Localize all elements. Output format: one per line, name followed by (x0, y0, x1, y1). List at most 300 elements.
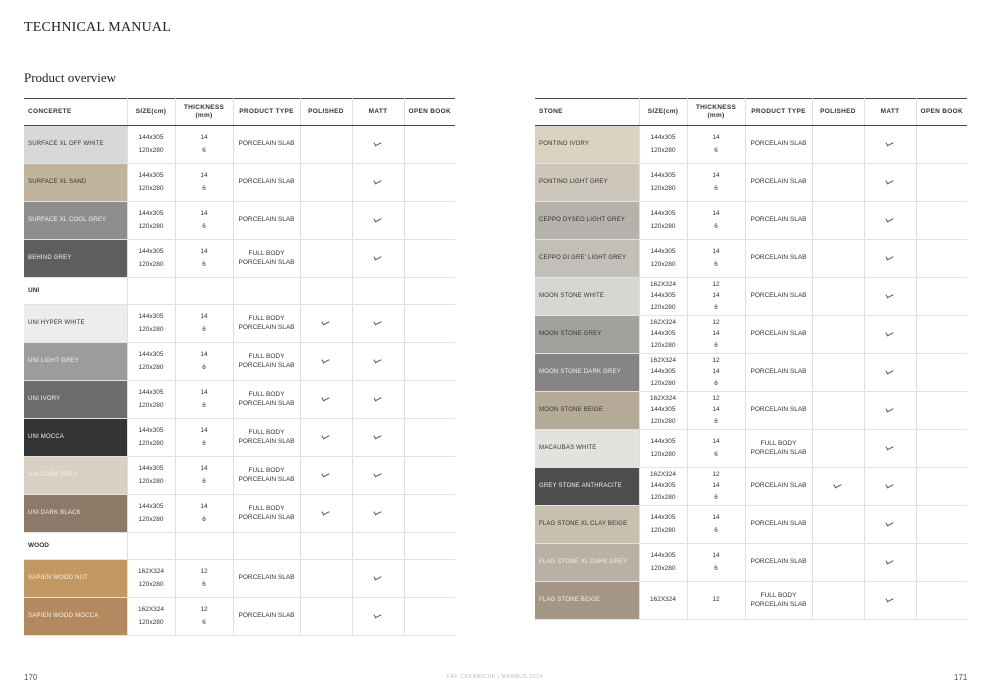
thickness-cell (175, 495, 233, 533)
thickness-cell-stack (176, 389, 233, 409)
thickness-cell-value: 6 (202, 401, 206, 409)
open-book-cell (916, 544, 967, 582)
product-type-stack (746, 178, 812, 186)
size-cell (639, 468, 687, 506)
product-type-value: PORCELAIN SLAB (238, 513, 295, 521)
size-cell (127, 126, 175, 164)
section-empty-cell (300, 533, 352, 560)
thickness-cell-value: 6 (202, 515, 206, 523)
size-cell-value: 162X324 (137, 568, 165, 576)
size-cell-value: 144x305 (650, 330, 676, 338)
material-name: SURFACE XL COOL GREY (28, 216, 107, 223)
size-cell-stack (128, 172, 175, 192)
polished-cell (300, 560, 352, 598)
open-book-cell (404, 202, 455, 240)
product-type-value: PORCELAIN SLAB (238, 612, 295, 620)
check-icon (886, 444, 894, 449)
thickness-cell-stack (176, 427, 233, 447)
material-name: BEHIND GREY (28, 254, 72, 261)
table-row[interactable] (24, 202, 455, 240)
size-cell-value: 144x305 (650, 552, 676, 560)
size-cell-value: 144x305 (650, 438, 676, 446)
table-row[interactable] (24, 343, 455, 381)
thickness-cell-value: 14 (712, 514, 720, 522)
open-book-cell (916, 430, 967, 468)
matt-cell (864, 354, 916, 392)
thickness-cell-stack (688, 319, 745, 349)
table-row[interactable] (535, 544, 967, 582)
matt-cell (352, 381, 404, 419)
size-cell-stack (640, 596, 687, 604)
product-type-stack (234, 391, 300, 407)
check-icon (886, 406, 894, 411)
product-type-value: FULL BODY (760, 440, 797, 448)
table-row[interactable] (24, 598, 455, 636)
open-book-cell (404, 381, 455, 419)
thickness-cell (687, 164, 745, 202)
size-cell-stack (128, 351, 175, 371)
section-empty-cell (352, 533, 404, 560)
table-row[interactable] (535, 126, 967, 164)
product-type-value: FULL BODY (248, 250, 285, 258)
material-name: MOON STONE WHITE (539, 292, 605, 299)
matt-cell (352, 457, 404, 495)
material-name: FLAG STONE XL CLAY BEIGE (539, 520, 628, 527)
check-icon (374, 395, 382, 400)
thickness-cell-value: 14 (712, 552, 720, 560)
material-swatch (535, 126, 639, 164)
column-header: POLISHED (300, 99, 352, 126)
check-icon (374, 357, 382, 362)
thickness-cell-value: 12 (712, 471, 720, 479)
material-name: CEPPO DYSEO LIGHT GREY (539, 216, 625, 223)
open-book-cell (916, 392, 967, 430)
table-row[interactable] (535, 316, 967, 354)
material-name: UNI IVORY (28, 395, 61, 402)
product-type-value: PORCELAIN SLAB (238, 323, 295, 331)
size-cell-value: 120x280 (650, 303, 676, 311)
column-header: MATT (352, 99, 404, 126)
material-swatch (535, 506, 639, 544)
thickness-cell (175, 126, 233, 164)
size-cell-value: 144x305 (138, 313, 164, 321)
thickness-cell-value: 14 (712, 248, 720, 256)
material-name: MOON STONE BEIGE (539, 406, 604, 413)
thickness-cell-value: 12 (200, 606, 208, 614)
size-cell-stack (640, 552, 687, 572)
open-book-cell (916, 582, 967, 620)
table-row[interactable] (535, 164, 967, 202)
size-cell (639, 430, 687, 468)
thickness-cell-stack (176, 313, 233, 333)
size-cell-stack (640, 210, 687, 230)
table-row[interactable] (24, 240, 455, 278)
polished-cell (812, 354, 864, 392)
matt-cell (864, 202, 916, 240)
size-cell-value: 120x280 (650, 260, 676, 268)
size-cell-stack (640, 357, 687, 387)
thickness-cell-value: 6 (714, 222, 718, 230)
product-type-stack (234, 574, 300, 582)
open-book-cell (404, 164, 455, 202)
polished-cell (300, 240, 352, 278)
thickness-cell-value: 6 (714, 341, 718, 349)
material-swatch (24, 495, 127, 533)
material-name: FLAG STONE BEIGE (539, 596, 601, 603)
product-type-stack (234, 140, 300, 148)
thickness-cell-value: 12 (712, 281, 720, 289)
page-title: TECHNICAL MANUAL (24, 20, 171, 35)
polished-cell (300, 381, 352, 419)
thickness-cell-value: 14 (200, 248, 208, 256)
size-cell-stack (640, 319, 687, 349)
section-name: WOOD (24, 533, 127, 560)
thickness-cell-value: 6 (714, 184, 718, 192)
thickness-cell-stack (688, 134, 745, 154)
size-cell-stack (128, 503, 175, 523)
size-cell-value: 162X324 (649, 596, 677, 604)
check-icon (834, 482, 842, 487)
thickness-cell-value: 14 (712, 482, 720, 490)
section-empty-cell (352, 278, 404, 305)
polished-cell (300, 495, 352, 533)
polished-cell (812, 240, 864, 278)
size-cell-value: 120x280 (650, 526, 676, 534)
size-cell (127, 202, 175, 240)
polished-cell (812, 164, 864, 202)
thickness-cell (687, 544, 745, 582)
open-book-cell (916, 126, 967, 164)
size-cell-stack (640, 134, 687, 154)
check-icon (886, 558, 894, 563)
thickness-cell-value: 6 (714, 417, 718, 425)
section-empty-cell (233, 533, 300, 560)
table-row[interactable] (24, 381, 455, 419)
material-name: MOON STONE DARK GREY (539, 368, 621, 375)
thickness-cell-value: 6 (202, 184, 206, 192)
polished-cell (300, 419, 352, 457)
thickness-cell-value: 6 (202, 363, 206, 371)
size-cell (127, 560, 175, 598)
check-icon (374, 254, 382, 259)
product-type-cell (233, 343, 300, 381)
column-header: OPEN BOOK (916, 99, 967, 126)
polished-cell (812, 278, 864, 316)
matt-cell (352, 202, 404, 240)
check-icon (886, 368, 894, 373)
table-row[interactable] (535, 506, 967, 544)
table-row[interactable] (535, 582, 967, 620)
table-row[interactable] (24, 457, 455, 495)
open-book-cell (404, 598, 455, 636)
material-name: CEPPO DI GRE' LIGHT GREY (539, 254, 627, 261)
size-cell-value: 120x280 (138, 184, 164, 192)
thickness-cell-stack (688, 438, 745, 458)
product-type-stack (234, 429, 300, 445)
product-type-stack (234, 612, 300, 620)
product-type-value: PORCELAIN SLAB (238, 216, 295, 224)
table-row[interactable] (535, 202, 967, 240)
product-type-cell (745, 278, 812, 316)
open-book-cell (404, 126, 455, 164)
thickness-cell-value: 6 (714, 146, 718, 154)
thickness-cell-value: 6 (714, 526, 718, 534)
product-type-value: PORCELAIN SLAB (750, 368, 807, 376)
thickness-cell-value: 6 (714, 260, 718, 268)
thickness-cell-stack (176, 172, 233, 192)
thickness-cell-value: 6 (202, 146, 206, 154)
column-header: OPEN BOOK (404, 99, 455, 126)
product-type-value: FULL BODY (248, 505, 285, 513)
thickness-cell-value: 6 (714, 379, 718, 387)
thickness-cell-value: 6 (714, 493, 718, 501)
table-row[interactable] (24, 560, 455, 598)
matt-cell (864, 582, 916, 620)
thickness-cell-value: 12 (200, 568, 208, 576)
product-type-value: PORCELAIN SLAB (750, 216, 807, 224)
table-row[interactable] (535, 392, 967, 430)
product-type-stack (746, 592, 812, 608)
open-book-cell (404, 495, 455, 533)
product-type-cell (745, 316, 812, 354)
material-swatch (535, 240, 639, 278)
table-row[interactable] (24, 305, 455, 343)
open-book-cell (916, 202, 967, 240)
material-swatch (535, 392, 639, 430)
material-swatch (24, 126, 127, 164)
thickness-cell (687, 392, 745, 430)
material-swatch (535, 544, 639, 582)
check-icon (322, 509, 330, 514)
thickness-cell-value: 6 (202, 580, 206, 588)
material-name: FLAG STONE XL DARK GREY (539, 558, 628, 565)
thickness-cell-value: 14 (200, 351, 208, 359)
size-cell-value: 120x280 (650, 564, 676, 572)
matt-cell (864, 164, 916, 202)
product-type-value: PORCELAIN SLAB (238, 140, 295, 148)
material-name: UNI MOCCA (28, 433, 65, 440)
product-type-stack (746, 482, 812, 490)
product-type-cell (745, 582, 812, 620)
polished-cell (300, 126, 352, 164)
size-cell-value: 120x280 (650, 493, 676, 501)
thickness-cell (687, 506, 745, 544)
table-row[interactable] (24, 495, 455, 533)
table-header-row (24, 99, 455, 126)
size-cell-value: 120x280 (138, 439, 164, 447)
product-type-cell (233, 126, 300, 164)
check-icon (886, 178, 894, 183)
thickness-cell (687, 316, 745, 354)
product-type-value: PORCELAIN SLAB (238, 399, 295, 407)
section-name: STONE (535, 99, 639, 126)
column-header: PRODUCT TYPE (745, 99, 812, 126)
polished-cell (812, 202, 864, 240)
size-cell-value: 120x280 (650, 184, 676, 192)
product-type-cell (745, 468, 812, 506)
thickness-cell (687, 430, 745, 468)
product-type-cell (233, 457, 300, 495)
thickness-cell (687, 468, 745, 506)
product-table-right (535, 98, 967, 620)
product-type-stack (746, 140, 812, 148)
product-type-cell (745, 392, 812, 430)
size-cell (127, 164, 175, 202)
thickness-cell-value: 6 (202, 439, 206, 447)
product-type-value: FULL BODY (248, 467, 285, 475)
size-cell-stack (128, 427, 175, 447)
table-row[interactable] (24, 419, 455, 457)
product-type-cell (745, 164, 812, 202)
product-type-value: PORCELAIN SLAB (750, 292, 807, 300)
product-type-cell (233, 419, 300, 457)
product-type-value: PORCELAIN SLAB (238, 361, 295, 369)
thickness-cell-value: 14 (200, 465, 208, 473)
product-type-stack (234, 216, 300, 224)
table-row[interactable] (24, 126, 455, 164)
material-name: UNI HYPER WHITE (28, 319, 85, 326)
size-cell-value: 120x280 (138, 222, 164, 230)
polished-cell (300, 305, 352, 343)
product-type-value: PORCELAIN SLAB (238, 574, 295, 582)
matt-cell (864, 506, 916, 544)
size-cell-value: 162X324 (649, 471, 677, 479)
section-empty-cell (127, 533, 175, 560)
thickness-cell-value: 14 (712, 368, 720, 376)
check-icon (886, 520, 894, 525)
column-header: SIZE(cm) (127, 99, 175, 126)
product-type-stack (746, 368, 812, 376)
matt-cell (352, 343, 404, 381)
polished-cell (812, 126, 864, 164)
thickness-cell (175, 457, 233, 495)
page-number-left: 170 (24, 673, 38, 682)
check-icon (886, 140, 894, 145)
check-icon (886, 596, 894, 601)
size-cell-value: 144x305 (650, 482, 676, 490)
table-row[interactable] (535, 354, 967, 392)
product-type-cell (745, 126, 812, 164)
product-type-cell (233, 495, 300, 533)
material-name: SURFACE XL SAND (28, 178, 87, 185)
thickness-cell-value: 14 (712, 134, 720, 142)
table-row[interactable] (535, 468, 967, 506)
open-book-cell (404, 560, 455, 598)
material-swatch (24, 419, 127, 457)
size-cell-value: 144x305 (650, 292, 676, 300)
table-row[interactable] (24, 164, 455, 202)
material-swatch (24, 240, 127, 278)
material-name: UNI DARK BLACK (28, 509, 81, 516)
material-swatch (24, 598, 127, 636)
polished-cell (812, 468, 864, 506)
thickness-cell (687, 278, 745, 316)
check-icon (374, 471, 382, 476)
size-cell-value: 144x305 (138, 172, 164, 180)
product-type-cell (233, 305, 300, 343)
thickness-cell-value: 14 (712, 172, 720, 180)
material-name: UNI DARK GREY (28, 471, 78, 478)
table-row[interactable] (535, 278, 967, 316)
product-type-cell (233, 240, 300, 278)
material-swatch (24, 560, 127, 598)
table-row[interactable] (535, 430, 967, 468)
polished-cell (300, 457, 352, 495)
size-cell-stack (128, 389, 175, 409)
material-swatch (24, 457, 127, 495)
product-type-value: PORCELAIN SLAB (750, 406, 807, 414)
material-swatch (24, 202, 127, 240)
matt-cell (864, 430, 916, 468)
size-cell-value: 120x280 (650, 450, 676, 458)
thickness-cell-stack (176, 568, 233, 588)
product-type-stack (234, 353, 300, 369)
size-cell-stack (128, 248, 175, 268)
thickness-cell-value: 6 (714, 564, 718, 572)
section-empty-cell (127, 278, 175, 305)
thickness-cell-stack (176, 351, 233, 371)
matt-cell (864, 126, 916, 164)
size-cell (127, 598, 175, 636)
section-empty-cell (300, 278, 352, 305)
thickness-cell-stack (176, 465, 233, 485)
material-swatch (24, 381, 127, 419)
thickness-cell-value: 6 (202, 260, 206, 268)
size-cell-value: 144x305 (138, 248, 164, 256)
material-name: PONTINO LIGHT GREY (539, 178, 608, 185)
section-empty-cell (175, 533, 233, 560)
footer-brand: FAP CERAMICHE | MARMUS 2024 (447, 674, 543, 680)
product-type-stack (234, 250, 300, 266)
check-icon (374, 216, 382, 221)
thickness-cell-stack (176, 210, 233, 230)
section-empty-cell (404, 278, 455, 305)
size-cell-stack (128, 134, 175, 154)
material-swatch (535, 316, 639, 354)
product-type-cell (233, 598, 300, 636)
product-type-stack (234, 505, 300, 521)
size-cell-value: 120x280 (650, 417, 676, 425)
size-cell-stack (128, 313, 175, 333)
thickness-cell-value: 6 (202, 222, 206, 230)
material-swatch (535, 202, 639, 240)
thickness-cell (687, 354, 745, 392)
size-cell-value: 144x305 (650, 514, 676, 522)
thickness-cell-stack (688, 471, 745, 501)
product-type-value: PORCELAIN SLAB (238, 258, 295, 266)
section-header-row (24, 278, 455, 305)
check-icon (886, 482, 894, 487)
size-cell-value: 120x280 (650, 379, 676, 387)
section-empty-cell (233, 278, 300, 305)
product-type-cell (233, 560, 300, 598)
thickness-cell-value: 14 (712, 438, 720, 446)
matt-cell (352, 560, 404, 598)
open-book-cell (404, 343, 455, 381)
size-cell-value: 162X324 (137, 606, 165, 614)
product-type-stack (746, 406, 812, 414)
size-cell-value: 120x280 (138, 401, 164, 409)
material-swatch (535, 468, 639, 506)
column-header: MATT (864, 99, 916, 126)
table-header-row (535, 99, 967, 126)
size-cell (639, 354, 687, 392)
size-cell-value: 144x305 (138, 465, 164, 473)
size-cell (639, 126, 687, 164)
table-row[interactable] (535, 240, 967, 278)
polished-cell (812, 392, 864, 430)
material-swatch (535, 164, 639, 202)
